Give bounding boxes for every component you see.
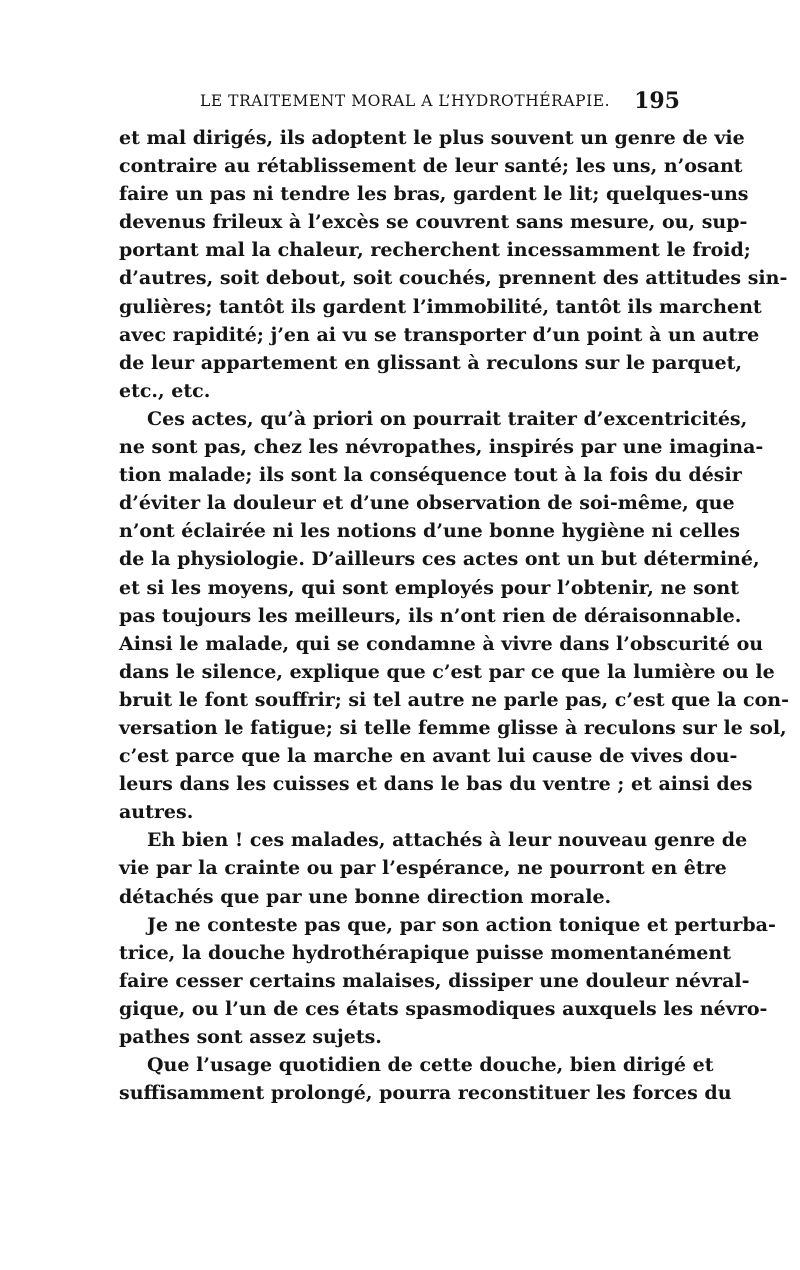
text-line: Ces actes, qu’à priori on pourrait traiter d’excentricités, — [147, 407, 748, 430]
text-line: versation le fatigue; si telle femme glisse à reculons sur le sol, — [119, 716, 787, 739]
text-line: d’éviter la douleur et d’une observation de soi-même, que — [119, 492, 735, 515]
text-line: de leur appartement en glissant à reculons sur le parquet, — [119, 351, 743, 374]
body-text — [119, 124, 789, 1107]
text-line: d’autres, soit debout, soit couchés, prennent des attitudes sin- — [119, 267, 788, 290]
text-line: avec rapidité; j’en ai vu se transporter d’un point à un autre — [119, 323, 760, 346]
text-line: de la physiologie. D’ailleurs ces actes ont un but déterminé, — [119, 548, 760, 571]
text-line: Eh bien ! ces malades, attachés à leur nouveau genre de — [147, 829, 748, 852]
running-title: LE TRAITEMENT MORAL A L’HYDROTHÉRAPIE. — [200, 92, 611, 110]
text-line: et si les moyens, qui sont employés pour l’obtenir, ne sont — [119, 576, 740, 599]
text-line: bruit le font souffrir; si tel autre ne parle pas, c’est que la con- — [119, 688, 789, 711]
text-line: Ainsi le malade, qui se condamne à vivre dans l’obscurité ou — [119, 632, 764, 655]
text-line: contraire au rétablissement de leur santé; les uns, n’osant — [119, 155, 743, 178]
text-line: devenus frileux à l’excès se couvrent sans mesure, ou, sup- — [119, 211, 748, 234]
text-line: et mal dirigés, ils adoptent le plus souvent un genre de vie — [119, 127, 745, 149]
text-line: vie par la crainte ou par l’espérance, ne pourront en être — [119, 857, 727, 880]
text-line: n’ont éclairée ni les notions d’une bonne hygiène ni celles — [119, 520, 741, 543]
text-line: pas toujours les meilleurs, ils n’ont rien de déraisonnable. — [119, 604, 742, 627]
text-line: faire cesser certains malaises, dissiper une douleur névral- — [119, 969, 750, 992]
text-line: leurs dans les cuisses et dans le bas du ventre ; et ainsi des — [119, 773, 753, 796]
text-line: faire un pas ni tendre les bras, gardent le lit; quelques-uns — [119, 183, 749, 206]
text-line: trice, la douche hydrothérapique puisse momentanément — [119, 941, 731, 964]
text-line: détachés que par une bonne direction morale. — [119, 885, 612, 908]
page-number: 195 — [634, 88, 680, 114]
text-line: portant mal la chaleur, recherchent incessamment le froid; — [119, 239, 751, 262]
text-line: dans le silence, explique que c’est par ce que la lumière ou le — [119, 660, 775, 683]
text-line: Que l’usage quotidien de cette douche, bien dirigé et — [147, 1054, 714, 1077]
text-line: autres. — [119, 801, 194, 824]
text-line: etc., etc. — [119, 379, 211, 402]
text-line: gulières; tantôt ils gardent l’immobilité, tantôt ils marchent — [119, 295, 762, 318]
text-line: pathes sont assez sujets. — [119, 1026, 382, 1048]
text-line: tion malade; ils sont la conséquence tout à la fois du désir — [119, 464, 742, 487]
text-line: suffisamment prolongé, pourra reconstituer les forces du — [119, 1082, 732, 1105]
text-line: c’est parce que la marche en avant lui cause de vives dou- — [119, 745, 738, 768]
text-line: Je ne conteste pas que, par son action tonique et perturba- — [147, 913, 776, 936]
text-line: gique, ou l’un de ces états spasmodiques auxquels les névro- — [119, 997, 768, 1020]
text-line: ne sont pas, chez les névropathes, inspirés par une imagina- — [119, 436, 764, 459]
running-header — [118, 88, 680, 118]
